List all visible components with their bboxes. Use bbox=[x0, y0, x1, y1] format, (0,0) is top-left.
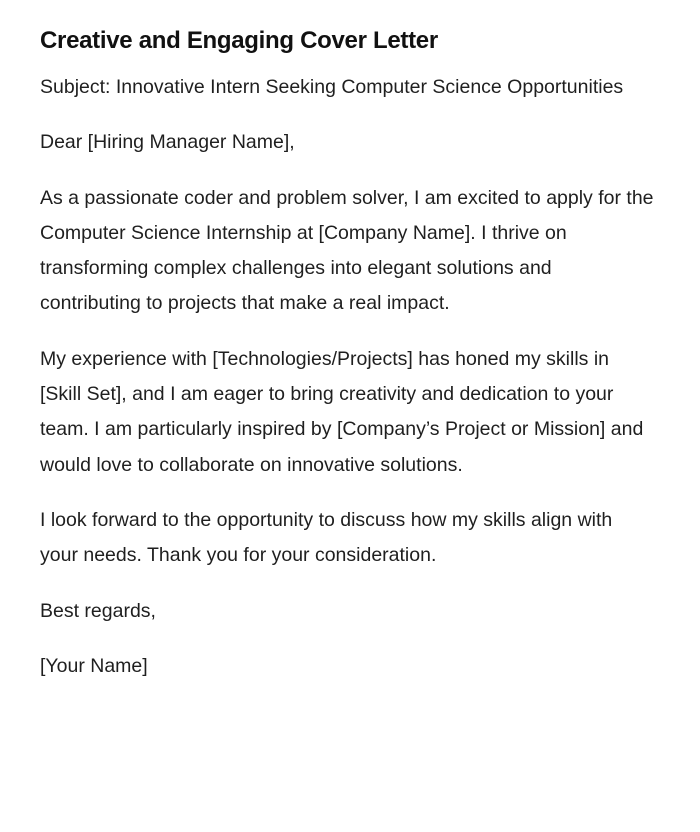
body-paragraph-1: As a passionate coder and problem solver, I am excited to apply for the Computer Science Internship at [Company Name]. I thrive on transforming complex challenges into elegant solutions and contributing to projects that make a real impact. bbox=[40, 186, 654, 315]
signature: [Your Name] bbox=[40, 654, 148, 677]
salutation: Dear [Hiring Manager Name], bbox=[40, 131, 295, 154]
closing: Best regards, bbox=[40, 599, 156, 622]
body-paragraph-2: My experience with [Technologies/Projects] has honed my skills in [Skill Set], and I am eager to bring creativity and dedication to your team. I am particularly inspired by [Company’s Project or Mission] and would love to collaborate on innovative solutions. bbox=[40, 347, 644, 476]
subject-line: Subject: Innovative Intern Seeking Computer Science Opportunities bbox=[40, 76, 624, 98]
document-title: Creative and Engaging Cover Letter bbox=[40, 27, 438, 54]
body-paragraph-3: I look forward to the opportunity to discuss how my skills align with your needs. Thank you for your consideration. bbox=[40, 508, 613, 567]
